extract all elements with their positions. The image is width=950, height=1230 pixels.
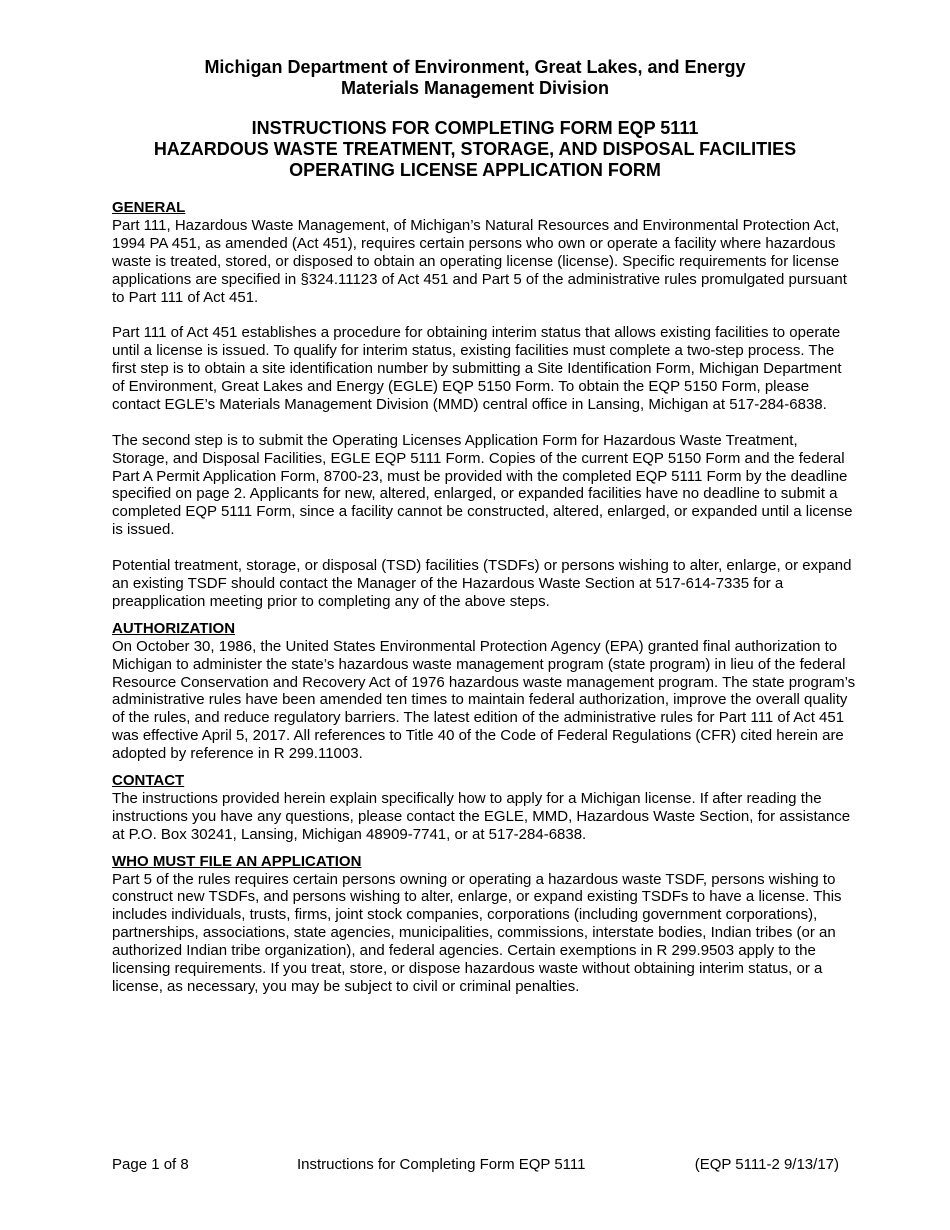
title-line-1: INSTRUCTIONS FOR COMPLETING FORM EQP 5111 — [251, 118, 699, 138]
document-body — [112, 199, 857, 1005]
division-name: Materials Management Division — [340, 78, 610, 98]
section-who-must-file — [112, 853, 857, 996]
form-identifier: (EQP 5111-2 9/13/17) — [694, 1156, 839, 1173]
section-heading-authorization: AUTHORIZATION — [112, 619, 236, 637]
section-general — [112, 199, 857, 611]
section-contact — [112, 772, 857, 844]
who-must-file-paragraph: Part 5 of the rules requires certain persons owning or operating a hazardous waste TSDF, persons wishing to construct new TSDFs, and persons wishing to alter, enlarge, or expand existing TSDFs to have a license. This includes individuals, trusts, firms, joint stock companies, corporations (including government corporations), partnerships, associations, state agencies, municipalities, commissions, interstate bodies, Indian tribes (or an authorized Indian tribe organization), and federal agencies. Certain exemptions in R 299.9503 apply to the licensing requirements. If you treat, store, or dispose hazardous waste without obtaining interim status, or a license, as necessary, you may be subject to civil or criminal penalties. — [112, 870, 842, 996]
section-heading-who-must-file: WHO MUST FILE AN APPLICATION — [112, 852, 362, 870]
general-paragraph-1: Part 111, Hazardous Waste Management, of Michigan’s Natural Resources and Environmental Protection Act, 1994 PA 451, as amended (Act 451), requires certain persons who own or operate a facility where hazardous waste is treated, stored, or disposed to obtain an operating license (license). Specific requirements for license applications are specified in §324.11123 of Act 451 and Part 5 of the administrative rules promulgated pursuant to Part 111 of Act 451. — [112, 216, 847, 306]
general-paragraph-2: Part 111 of Act 451 establishes a procedure for obtaining interim status that allows existing facilities to operate until a license is issued. To qualify for interim status, existing facilities must complete a two-step process. The first step is to obtain a site identification number by submitting a Site Identification Form, Michigan Department of Environment, Great Lakes and Energy (EGLE) EQP 5150 Form. To obtain the EQP 5150 Form, please contact EGLE’s Materials Management Division (MMD) central office in Lansing, Michigan at 517-284-6838. — [112, 324, 842, 413]
section-heading-contact: CONTACT — [112, 772, 185, 790]
section-heading-general: GENERAL — [112, 199, 186, 216]
title-line-2: HAZARDOUS WASTE TREATMENT, STORAGE, AND DISPOSAL FACILITIES — [153, 139, 797, 159]
agency-header — [0, 57, 950, 99]
document-title — [0, 118, 950, 181]
general-paragraph-4: Potential treatment, storage, or disposal (TSD) facilities (TSDFs) or persons wishing to alter, enlarge, or expand an existing TSDF should contact the Manager of the Hazardous Waste Section at 517-614-7335 for a preapplication meeting prior to completing any of the above steps. — [112, 557, 852, 610]
title-line-3: OPERATING LICENSE APPLICATION FORM — [289, 160, 661, 180]
footer-document-title: Instructions for Completing Form EQP 5111 — [297, 1156, 586, 1173]
page-number: Page 1 of 8 — [112, 1156, 189, 1173]
agency-name: Michigan Department of Environment, Great Lakes, and Energy — [204, 57, 746, 77]
section-authorization — [112, 620, 857, 763]
authorization-paragraph: On October 30, 1986, the United States Environmental Protection Agency (EPA) granted final authorization to Michigan to administer the state’s hazardous waste management program (state program) in lieu of the federal Resource Conservation and Recovery Act of 1976 hazardous waste management program. The state program’s administrative rules have been amended ten times to maintain federal authorization, improve the overall quality of the rules, and reduce regulatory barriers. The latest edition of the administrative rules for Part 111 of Act 451 was effective April 5, 2017. All references to Title 40 of the Code of Federal Regulations (CFR) cited herein are adopted by reference in R 299.11003. — [112, 637, 856, 763]
contact-paragraph: The instructions provided herein explain specifically how to apply for a Michigan license. If after reading the instructions you have any questions, please contact the EGLE, MMD, Hazardous Waste Section, for assistance at P.O. Box 30241, Lansing, Michigan 48909-7741, or at 517-284-6838. — [112, 789, 851, 843]
general-paragraph-3: The second step is to submit the Operating Licenses Application Form for Hazardous Waste Treatment, Storage, and Disposal Facilities, EGLE EQP 5111 Form. Copies of the current EQP 5150 Form and the federal Part A Permit Application Form, 8700-23, must be provided with the completed EQP 5111 Form by the deadline specified on page 2. Applicants for new, altered, enlarged, or expanded facilities have no deadline to submit a completed EQP 5111 Form, since a facility cannot be constructed, altered, enlarged, or expanded until a license is issued. — [112, 431, 853, 539]
